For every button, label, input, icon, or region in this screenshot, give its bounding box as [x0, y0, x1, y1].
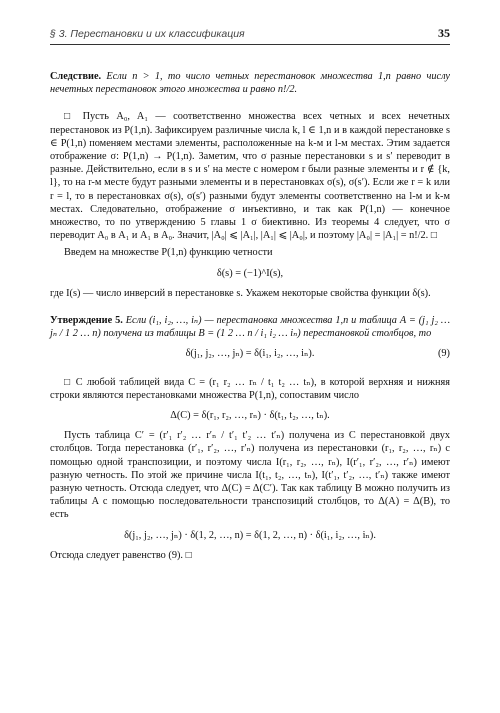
equation-9: [50, 347, 450, 360]
corollary-text: Если n > 1, то число четных перестановок множества 1,n равно числу нечетных перестановок этого множества и равно n!/2.: [50, 71, 450, 96]
page-header: [50, 28, 450, 45]
page-body: [50, 70, 450, 562]
corollary-label: Следствие.: [50, 71, 102, 82]
equation-number: (9): [437, 348, 450, 360]
inversions-paragraph: где I(s) — число инверсий в перестановке s. Укажем некоторые свойства функции δ(s).: [50, 287, 431, 299]
statement-text: Если (i₁, i₂, …, iₙ) — перестановка множества 1,n и таблица A = (j₁ j₂ … jₙ / 1 2 … n) получена из таблицы B = (1 2 … n / i₁ i₂ … iₙ) перестановкой столбцов, то: [50, 315, 451, 340]
delta-product-formula: δ(j₁, j₂, …, jₙ) · δ(1, 2, …, n) = δ(1, 2, …, n) · δ(i₁, i₂, …, iₙ).: [124, 529, 376, 541]
running-head: § 3. Перестановки и их классификация: [50, 28, 245, 40]
parity-intro: Введем на множестве P(1,n) функцию четности: [64, 247, 273, 259]
proof1-paragraph: □ Пусть A₀, A₁ — соответственно множества всех четных и всех нечетных перестановок из P(1,n). Зафиксируем различные числа k, l ∈ 1,n и в каждой перестановке s ∈ P(1,n) поменяем местами элементы, расположенные на k-м и l-м местах. Этим задается отображение σ: P(1,n) → P(1,n). Заметим, что σ разные перестановки s и s′ переводит в разные. Действительно, если в s и s′ на месте с номером r были разные элементы и r ∉ {k, l}, то на r-м месте будут разными элементы и в перестановках σ(s), σ(s′). Если же r = k или r = l, то в перестановках σ(s), σ(s′) разными будут элементы соответственно на l-м и k-м местах. Следовательно, отображение σ инъективно, и так как P(1,n) — конечное множество, то по утверждению 5 главы 1 σ биективно. Из теоремы 4 следует, что σ переводит A₀ в A₁ и A₁ в A₀. Значит, |A₀| ⩽ |A₁|, |A₁| ⩽ |A₀|, и поэтому |A₀| = |A₁| = n!/2. □: [50, 111, 450, 242]
page-number: 35: [438, 26, 450, 40]
proof2-paragraph-2: Пусть таблица C′ = (r′₁ r′₂ … r′ₙ / t′₁ t′₂ … t′ₙ) получена из C перестановкой двух столбцов. Тогда перестановка (r′₁, r′₂, …, r′ₙ) получена из перестановки (r₁, r₂, …, rₙ) с помощью одной транспозиции, и поэтому числа I(r₁, r₂, …, rₙ), I(r′₁, r′₂, …, r′ₙ) имеют разную четность. По этой же причине числа I(t₁, t₂, …, tₙ), I(t′₁, t′₂, …, t′ₙ) также имеют разную четность. Отсюда следует, что Δ(C) = Δ(C′). Так как таблицу B можно получить из таблицы A с помощью последовательности транспозиций столбцов, то Δ(A) = Δ(B), то есть: [50, 430, 450, 521]
equation-9-body: δ(j₁, j₂, …, jₙ) = δ(i₁, i₂, …, iₙ).: [185, 348, 315, 360]
delta-formula: Δ(C) = δ(r₁, r₂, …, rₙ) · δ(t₁, t₂, …, tₙ).: [170, 410, 330, 422]
proof2-paragraph-1: □ С любой таблицей вида C = (r₁ r₂ … rₙ / t₁ t₂ … tₙ), в которой верхняя и нижняя строки являются перестановками множества P(1,n), сопоставим число: [50, 376, 450, 401]
parity-formula: δ(s) = (−1)^I(s),: [216, 267, 284, 279]
corollary: [50, 70, 450, 96]
statement-label: Утверждение 5.: [50, 315, 123, 327]
proof2-conclusion: Отсюда следует равенство (9). □: [50, 549, 192, 561]
statement-5: [50, 314, 450, 340]
